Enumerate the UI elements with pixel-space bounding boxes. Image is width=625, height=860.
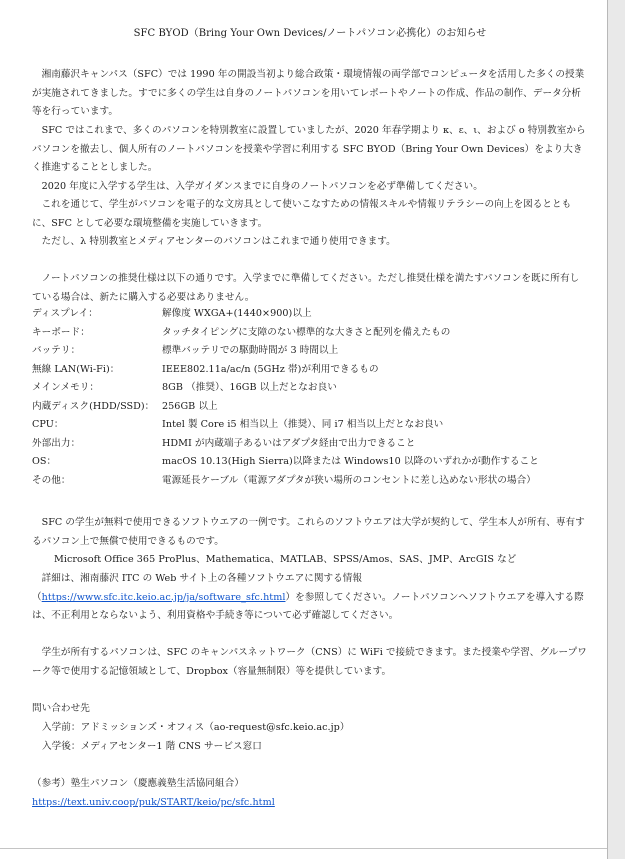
software-detail-link[interactable]: https://www.sfc.itc.keio.ac.jp/ja/software_sfc.html <box>41 591 286 603</box>
spec-value: 解像度 WXGA+(1440×900)以上 <box>162 308 312 319</box>
spec-row <box>32 472 588 491</box>
spec-row <box>32 342 588 361</box>
spec-row <box>32 361 588 380</box>
spec-row <box>32 435 588 454</box>
spec-row <box>32 416 588 435</box>
spec-row <box>32 379 588 398</box>
contact-heading: 問い合わせ先 <box>32 703 90 714</box>
reference-label: （参考）塾生パソコン（慶應義塾生活協同組合） <box>32 778 244 789</box>
spec-label: 内蔵ディスク(HDD/SSD)： <box>32 400 155 412</box>
spec-label: その他： <box>32 474 71 486</box>
network-paragraph: 学生が所有するパソコンは、SFC のキャンパスネットワーク（CNS）に WiFi で接続できます。また授業や学習、グループワーク等で使用する記憶領域として、Dropbox（容量無制限）等を提供しています。 <box>32 647 587 677</box>
spec-label: バッテリ： <box>32 345 81 356</box>
spec-value: 8GB （推奨）、16GB 以上だとなお良い <box>162 382 337 393</box>
software-detail-prefix: 詳細は、湘南藤沢 ITC の Web サイト上の各種ソフトウエアに関する情報 <box>41 573 363 584</box>
page-edge-bottom <box>0 848 607 860</box>
page-edge-right <box>607 0 625 859</box>
software-intro-paragraph: SFC の学生が無料で使用できるソフトウエアの一例です。これらのソフトウエアは大学が契約して、学生本人が所有、専有するパソコン上で無償で使用できるものです。 <box>32 517 585 547</box>
document-title: SFC BYOD（Bring Your Own Devices/ノートパソコン必携化）のお知らせ <box>133 28 487 39</box>
contact-after-admission: 入学後：メディアセンター1 階 CNS サービス窓口 <box>42 741 262 752</box>
spec-intro-paragraph: ノートパソコンの推奨仕様は以下の通りです。入学までに準備してください。ただし推奨仕様を満たすパソコンを既に所有している場合は、新たに購入する必要はありません。 <box>32 273 580 303</box>
spec-label: キーボード： <box>32 326 90 338</box>
spec-value: macOS 10.13(High Sierra)以降または Windows10 以降のいずれかが動作すること <box>162 456 539 467</box>
spec-value: 256GB 以上 <box>162 400 218 412</box>
spec-label: メインメモリ： <box>32 382 100 393</box>
spec-value: HDMI が内蔵端子あるいはアダプタ経由で出力できること <box>162 437 416 449</box>
software-detail-suffix: を参照してください。ノートパソコンへソフトウエアを導入する際は、不正利用とならないよう、利用資格や手続き等について必ず確認してください。 <box>32 591 584 621</box>
reference-link[interactable]: https://text.univ.coop/puk/START/keio/pc/sfc.html <box>32 797 275 808</box>
spec-row <box>32 305 588 324</box>
software-list: Microsoft Office 365 ProPlus、Mathematica、MATLAB、SPSS/Amos、SAS、JMP、ArcGIS など <box>54 554 517 565</box>
contact-before-admission: 入学前：アドミッションズ・オフィス（ao-request@sfc.keio.ac.jp） <box>42 722 350 733</box>
intro-paragraph-1: 湘南藤沢キャンパス（SFC）では 1990 年の開設当初より総合政策・環境情報の両学部でコンピュータを活用した多くの授業が実施されてきました。すでに多くの学生は自身のノートパソコンを用いてレポートやノートの作成、作品の制作、データ分析等を行っています。 <box>32 69 585 117</box>
spec-table <box>32 305 588 490</box>
spec-label: OS： <box>32 456 57 467</box>
intro-paragraph-2: SFC ではこれまで、多くのパソコンを特別教室に設置していましたが、2020 年春学期より κ、ε、ι、および o 特別教室からパソコンを撤去し、個人所有のノートパソコンを授業や学習に利用する SFC BYOD（Bring Your Own Devices）をより大きく推進することとしました。 <box>32 125 586 173</box>
spec-value: IEEE802.11a/ac/n (5GHz 帯)が利用できるもの <box>162 363 379 375</box>
spec-row <box>32 324 588 343</box>
spec-value: Intel 製 Core i5 相当以上（推奨）、同 i7 相当以上だとなお良い <box>162 419 444 430</box>
spec-label: ディスプレイ： <box>32 308 98 319</box>
spec-value: タッチタイピングに支障のない標準的な大きさと配列を備えたもの <box>162 326 451 338</box>
spec-label: 無線 LAN(Wi-Fi)： <box>32 363 120 375</box>
spec-row <box>32 453 588 472</box>
intro-paragraph-4: これを通じて、学生がパソコンを電子的な文房具として使いこなすための情報スキルや情報リテラシーの向上を図るとともに、SFC として必要な環境整備を実施していきます。 <box>32 199 572 229</box>
spec-value: 標準バッテリでの駆動時間が 3 時間以上 <box>162 345 339 356</box>
intro-paragraph-5: ただし、λ 特別教室とメディアセンターのパソコンはこれまで通り使用できます。 <box>41 236 396 247</box>
spec-label: CPU： <box>32 419 64 430</box>
intro-paragraph-3: 2020 年度に入学する学生は、入学ガイダンスまでに自身のノートパソコンを必ず準備してください。 <box>41 181 483 192</box>
spec-label: 外部出力： <box>32 437 81 449</box>
spec-value: 電源延長ケーブル（電源アダプタが狭い場所のコンセントに差し込めない形状の場合） <box>162 474 536 486</box>
software-detail-paragraph: 詳細は、湘南藤沢 ITC の Web サイト上の各種ソフトウエアに関する情報（https://www.sfc.itc.keio.ac.jp/ja/software_sfc.html）を参照してください。ノートパソコンへソフトウエアを導入する際は、不正利用とならないよう、利用資格や手続き等について必ず確認してください。 <box>32 573 584 621</box>
spec-row <box>32 398 588 417</box>
